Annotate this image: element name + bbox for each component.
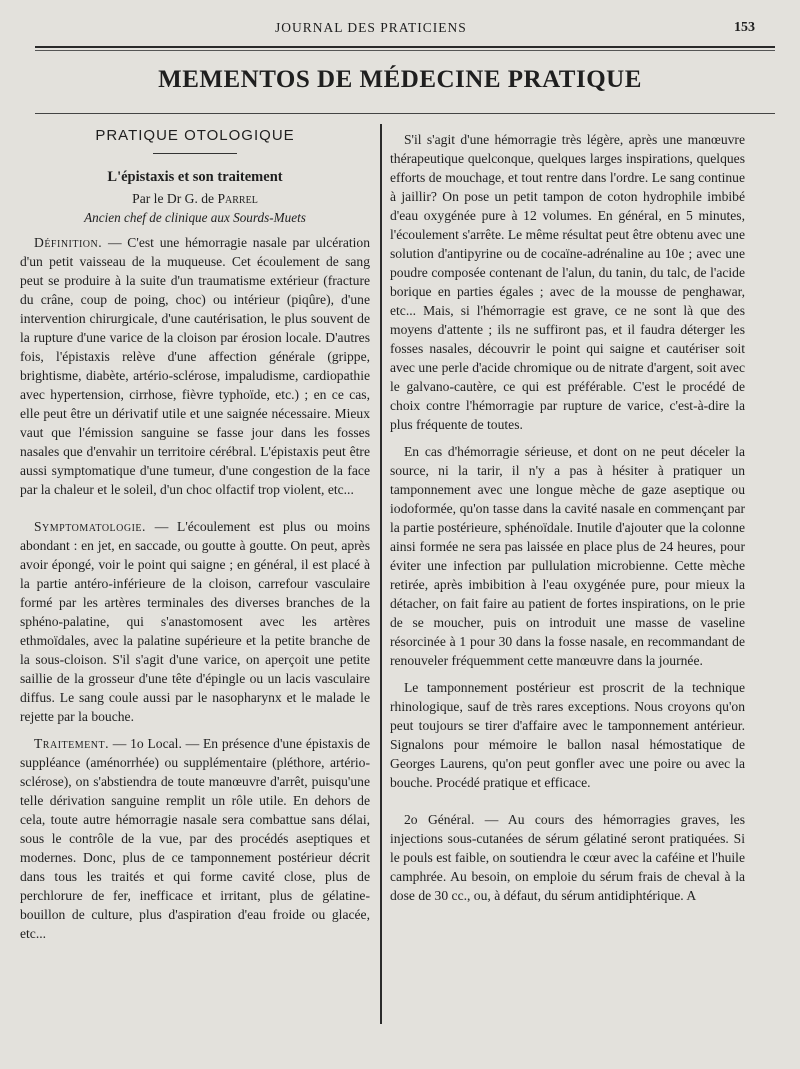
- right-column: [390, 130, 745, 913]
- section-title-rule: [35, 113, 775, 114]
- definition-lead: Définition.: [34, 235, 103, 250]
- symptomatology-body: — L'écoulement est plus ou moins abondant : en jet, en saccade, ou goutte à goutte. On peut, après avoir épongé, voir le point qui saigne ; en général, il est placé à la partie antéro-inférieure de la cloison, carrefour vasculaire formé par les artères terminales des diverses branches de la sphéno-palatine, qui s'anastomosent avec les artères ethmoïdales, avec la palatine supérieure et la petite branche de la sous-cloison. S'il s'agit d'une varice, on aperçoit une petite saillie de la grosseur d'une tête d'épingle ou un lacis vasculaire diffus. Le sang coule aussi par le nasopharynx et le malade le rejette par la bouche.: [20, 519, 370, 724]
- article-title: L'épistaxis et son traitement: [107, 169, 283, 185]
- header-rule: [35, 46, 775, 48]
- treatment-lead: Traitement.: [34, 736, 109, 751]
- symptomatology-paragraph: [20, 517, 370, 726]
- article-author: [20, 189, 370, 208]
- treatment-paragraph: [20, 734, 370, 943]
- running-header: [0, 20, 800, 40]
- author-name: Parrel: [217, 191, 258, 206]
- left-column: [20, 126, 370, 951]
- header-rule-thin: [35, 50, 775, 51]
- right-paragraph-1: S'il s'agit d'une hémorragie très légère, après une manœuvre thérapeutique quelconque, quelques larges inspirations, quelques efforts de mouchage, et tout rentre dans l'ordre. Le sang continue à jaillir? On pose un petit tampon de coton hydrophile imbibé d'eau oxygénée pure à 12 volumes. En général, en 5 minutes, l'écoulement s'arrête. Le même résultat peut être obtenu avec une solution d'antipyrine ou de cocaïne-adrénaline au 10e ; avec une poudre composée contenant de l'alun, du tanin, du talc, de l'acide borique en parties égales ; avec de la mousse de penghawar, etc... Mais, si l'hémorragie est grave, ce ne sont là que des moyens d'attente ; ils ne suffiront pas, et il faudra déterger les fosses nasales, découvrir le point qui saigne et cautériser soit avec une perle d'acide chromique ou de nitrate d'argent, soit avec le galvano-cautère, ce qui est préférable. C'est le procédé de choix contre l'hémorragie par rupture de varice, c'est-à-dire la plus fréquente de toutes.: [390, 132, 745, 432]
- treatment-body: — 1o Local. — En présence d'une épistaxis de suppléance (aménorrhée) ou supplémentaire (pléthore, artério-sclérose), on s'abstiendra de toute manœuvre d'arrêt, puisqu'une telle dérivation sanguine remplit un rôle utile. En dehors de cela, toute autre hémorragie nasale sera combattue sans délai, sous le contrôle de la vue, par des procédés aseptiques et modernes. Donc, plus de ce tamponnement postérieur décrit dans tous les traités et qui forme cavité close, plus de perchlorure de fer, inefficace et irritant, plus de gélatine-bouillon de culture, plus d'aspiration d'eau froide ou glacée, etc...: [20, 736, 370, 941]
- symptomatology-lead: Symptomatologie.: [34, 519, 146, 534]
- column-divider: [380, 124, 382, 1024]
- definition-paragraph: [20, 233, 370, 499]
- rubric-heading: PRATIQUE OTOLOGIQUE: [95, 127, 295, 144]
- section-title: MEMENTOS DE MÉDECINE PRATIQUE: [158, 66, 642, 93]
- right-paragraph-4: 2o Général. — Au cours des hémorragies graves, les injections sous-cutanées de sérum gélatiné seront pratiquées. Si le pouls est faible, on soutiendra le cœur avec la caféine et l'huile camphrée. Au besoin, on emploie du sérum frais de cheval à la dose de 30 cc., ou, à défaut, du sérum antidiphtérique. A: [390, 812, 745, 903]
- page-number: 153: [734, 20, 755, 35]
- definition-body: — C'est une hémorragie nasale par ulcération d'un petit vaisseau de la muqueuse. Cet écoulement de sang peut se produire à la suite d'un traumatisme extérieur (fracture du crâne, coup de poing, choc) ou intérieur (piqûre), d'une intervention chirurgicale, d'une cautérisation, le plus souvent de la rupture d'une varice de la cloison par érosion locale. D'autres fois, l'épistaxis relève d'une affection générale (grippe, brightisme, diabète, artério-sclérose, impaludisme, cardiopathie avec hypertension, cirrhose, fièvre typhoïde, etc.) ; en ce cas, elle peut être un dérivatif utile et une saignée nécessaire. Mieux vaut que l'émission sanguine se fasse jour dans les fosses nasales que d'envahir un territoire cérébral. L'épistaxis peut être aussi symptomatique d'une tumeur, d'une congestion de la face par la chaleur et le soleil, d'un choc olfactif trop violent, etc...: [20, 235, 370, 497]
- author-prefix: Par le Dr G. de: [132, 191, 215, 206]
- rubric-rule: [153, 153, 237, 154]
- right-paragraph-2: En cas d'hémorragie sérieuse, et dont on ne peut déceler la source, ni la tarir, il n'y a pas à hésiter à pratiquer un tamponnement avec une longue mèche de gaze aseptique ou iodoformée, qu'on tasse dans la cavité nasale en commençant par la partie postérieure, sphénoïdale. Inutile d'ajouter que la colonne ainsi formée ne sera pas laissée en place plus de 24 heures, pour éviter une infection par pullulation microbienne. Cette mèche retirée, après imbibition à l'eau oxygénée pure, pour mieux la détacher, on fait faire au patient de fortes inspirations, on le prie de se moucher, puis on introduit une masse de vaseline résorcinée à 1 pour 30 dans la fosse nasale, en recommandant de renouveler fréquemment cette manœuvre dans la journée.: [390, 444, 745, 668]
- author-affiliation: Ancien chef de clinique aux Sourds-Muets: [84, 210, 306, 225]
- journal-title: JOURNAL DES PRATICIENS: [275, 20, 467, 35]
- right-paragraph-3: Le tamponnement postérieur est proscrit de la technique rhinologique, sauf de très rares exceptions. Nous croyons qu'on peut toujours se tirer d'affaire avec le tamponnement antérieur. Signalons pour mémoire le ballon nasal hémostatique de Georges Laurens, qu'on peut gonfler avec une poire ou avec la bouche. Procédé pratique et efficace.: [390, 680, 745, 790]
